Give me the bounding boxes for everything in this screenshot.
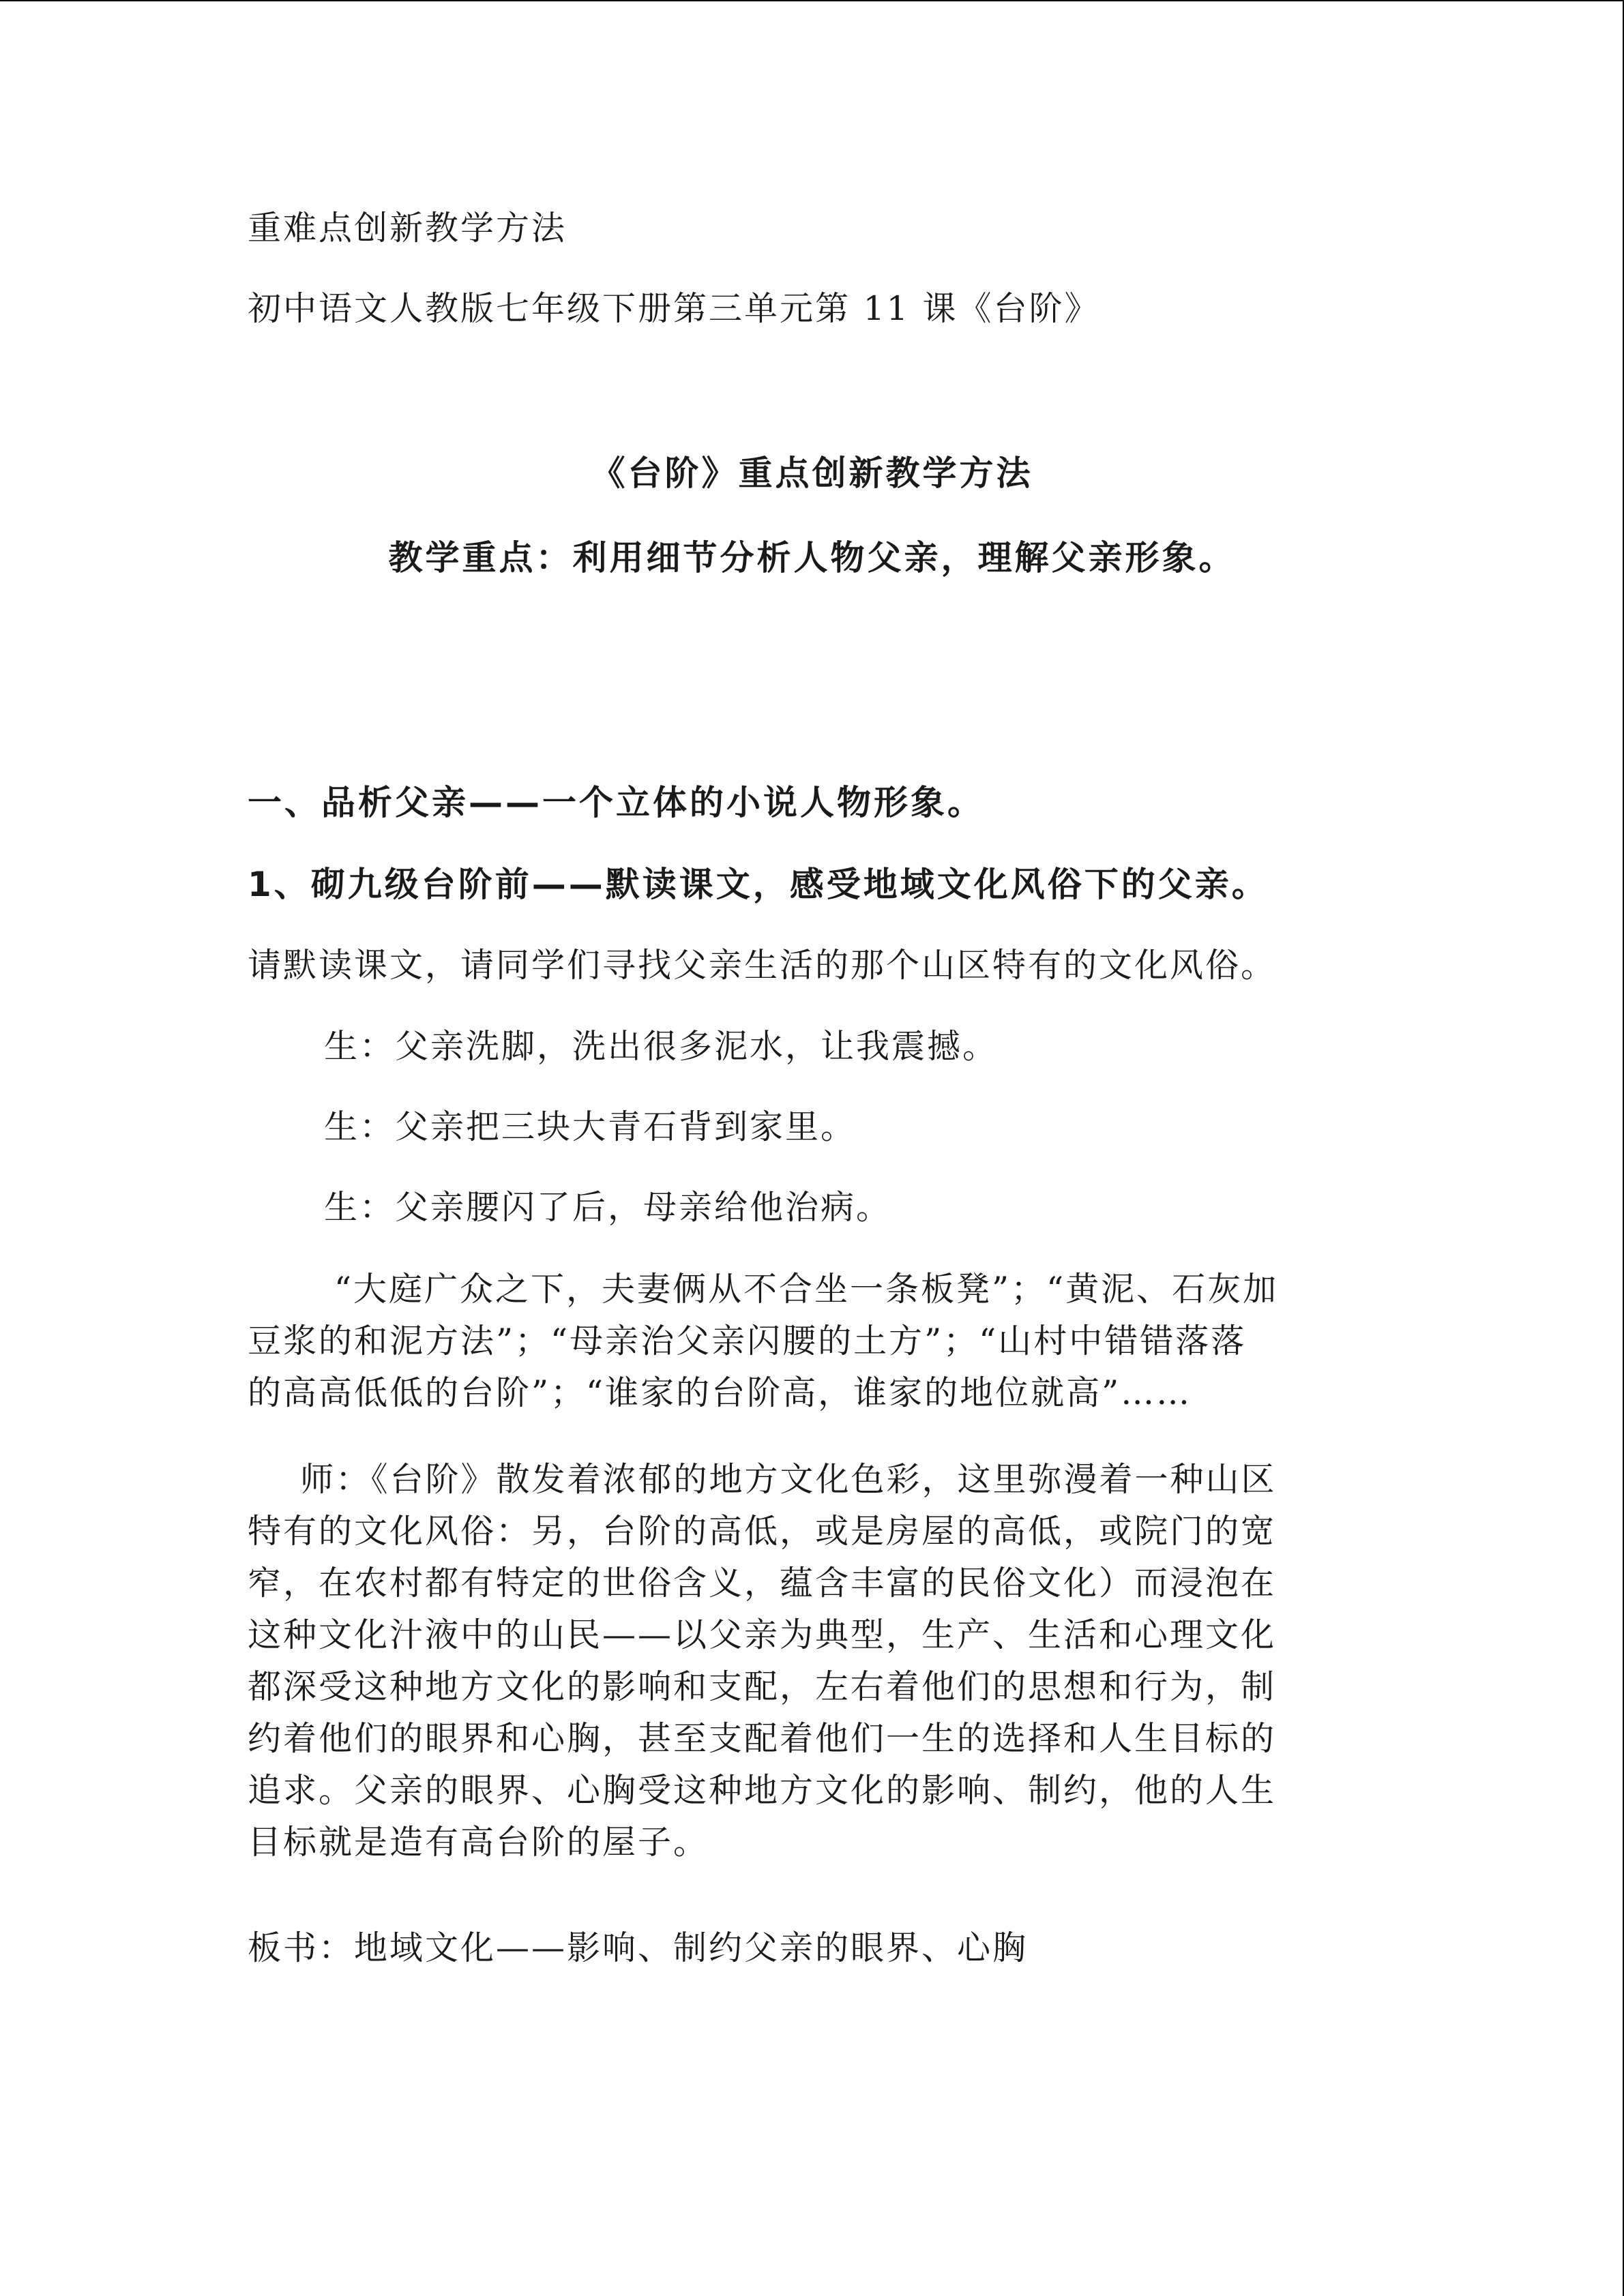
section-heading: 一、品析父亲——一个立体的小说人物形象。 [248,783,984,822]
page-border-top [0,0,1624,1]
teaching-focus: 教学重点：利用细节分析人物父亲，理解父亲形象。 [388,538,1236,578]
teacher-line-5: 都深受这种地方文化的影响和支配，左右着他们的思想和行为，制 [248,1667,1277,1706]
student-answer-3: 生：父亲腰闪了后，母亲给他治病。 [324,1188,892,1227]
student-answer-1: 生：父亲洗脚，洗出很多泥水，让我震撼。 [324,1027,999,1066]
header-line-2: 初中语文人教版七年级下册第三单元第 11 课《台阶》 [248,289,1100,328]
quote-line-3: 的高高低低的台阶”；“谁家的台阶高，谁家的地位就高”…… [248,1373,1192,1412]
teacher-line-4: 这种文化汁液中的山民——以父亲为典型，生产、生活和心理文化 [248,1615,1277,1654]
teacher-line-3: 窄，在农村都有特定的世俗含义，蕴含丰富的民俗文化）而浸泡在 [248,1564,1277,1602]
teacher-line-1: 师：《台阶》散发着浓郁的地方文化色彩，这里弥漫着一种山区 [300,1460,1277,1499]
document-title: 《台阶》重点创新教学方法 [591,453,1033,493]
subsection-heading: 1、砌九级台阶前——默读课文，感受地域文化风俗下的父亲。 [248,865,1269,904]
student-answer-2: 生：父亲把三块大青石背到家里。 [324,1107,857,1146]
teacher-line-7: 追求。父亲的眼界、心胸受这种地方文化的影响、制约，他的人生 [248,1771,1277,1810]
instruction-text: 请默读课文，请同学们寻找父亲生活的那个山区特有的文化风俗。 [248,946,1277,985]
blackboard-note: 板书：地域文化——影响、制约父亲的眼界、心胸 [248,1928,1029,1967]
teacher-line-8: 目标就是造有高台阶的屋子。 [248,1823,709,1862]
quote-line-1: “大庭广众之下，夫妻俩从不合坐一条板凳”；“黄泥、石灰加 [334,1270,1279,1309]
quote-line-2: 豆浆的和泥方法”；“母亲治父亲闪腰的土方”；“山村中错错落落 [248,1322,1247,1360]
header-line-1: 重难点创新教学方法 [248,209,567,248]
teacher-line-2: 特有的文化风俗：另，台阶的高低，或是房屋的高低，或院门的宽 [248,1512,1277,1551]
teacher-line-6: 约着他们的眼界和心胸，甚至支配着他们一生的选择和人生目标的 [248,1719,1277,1758]
